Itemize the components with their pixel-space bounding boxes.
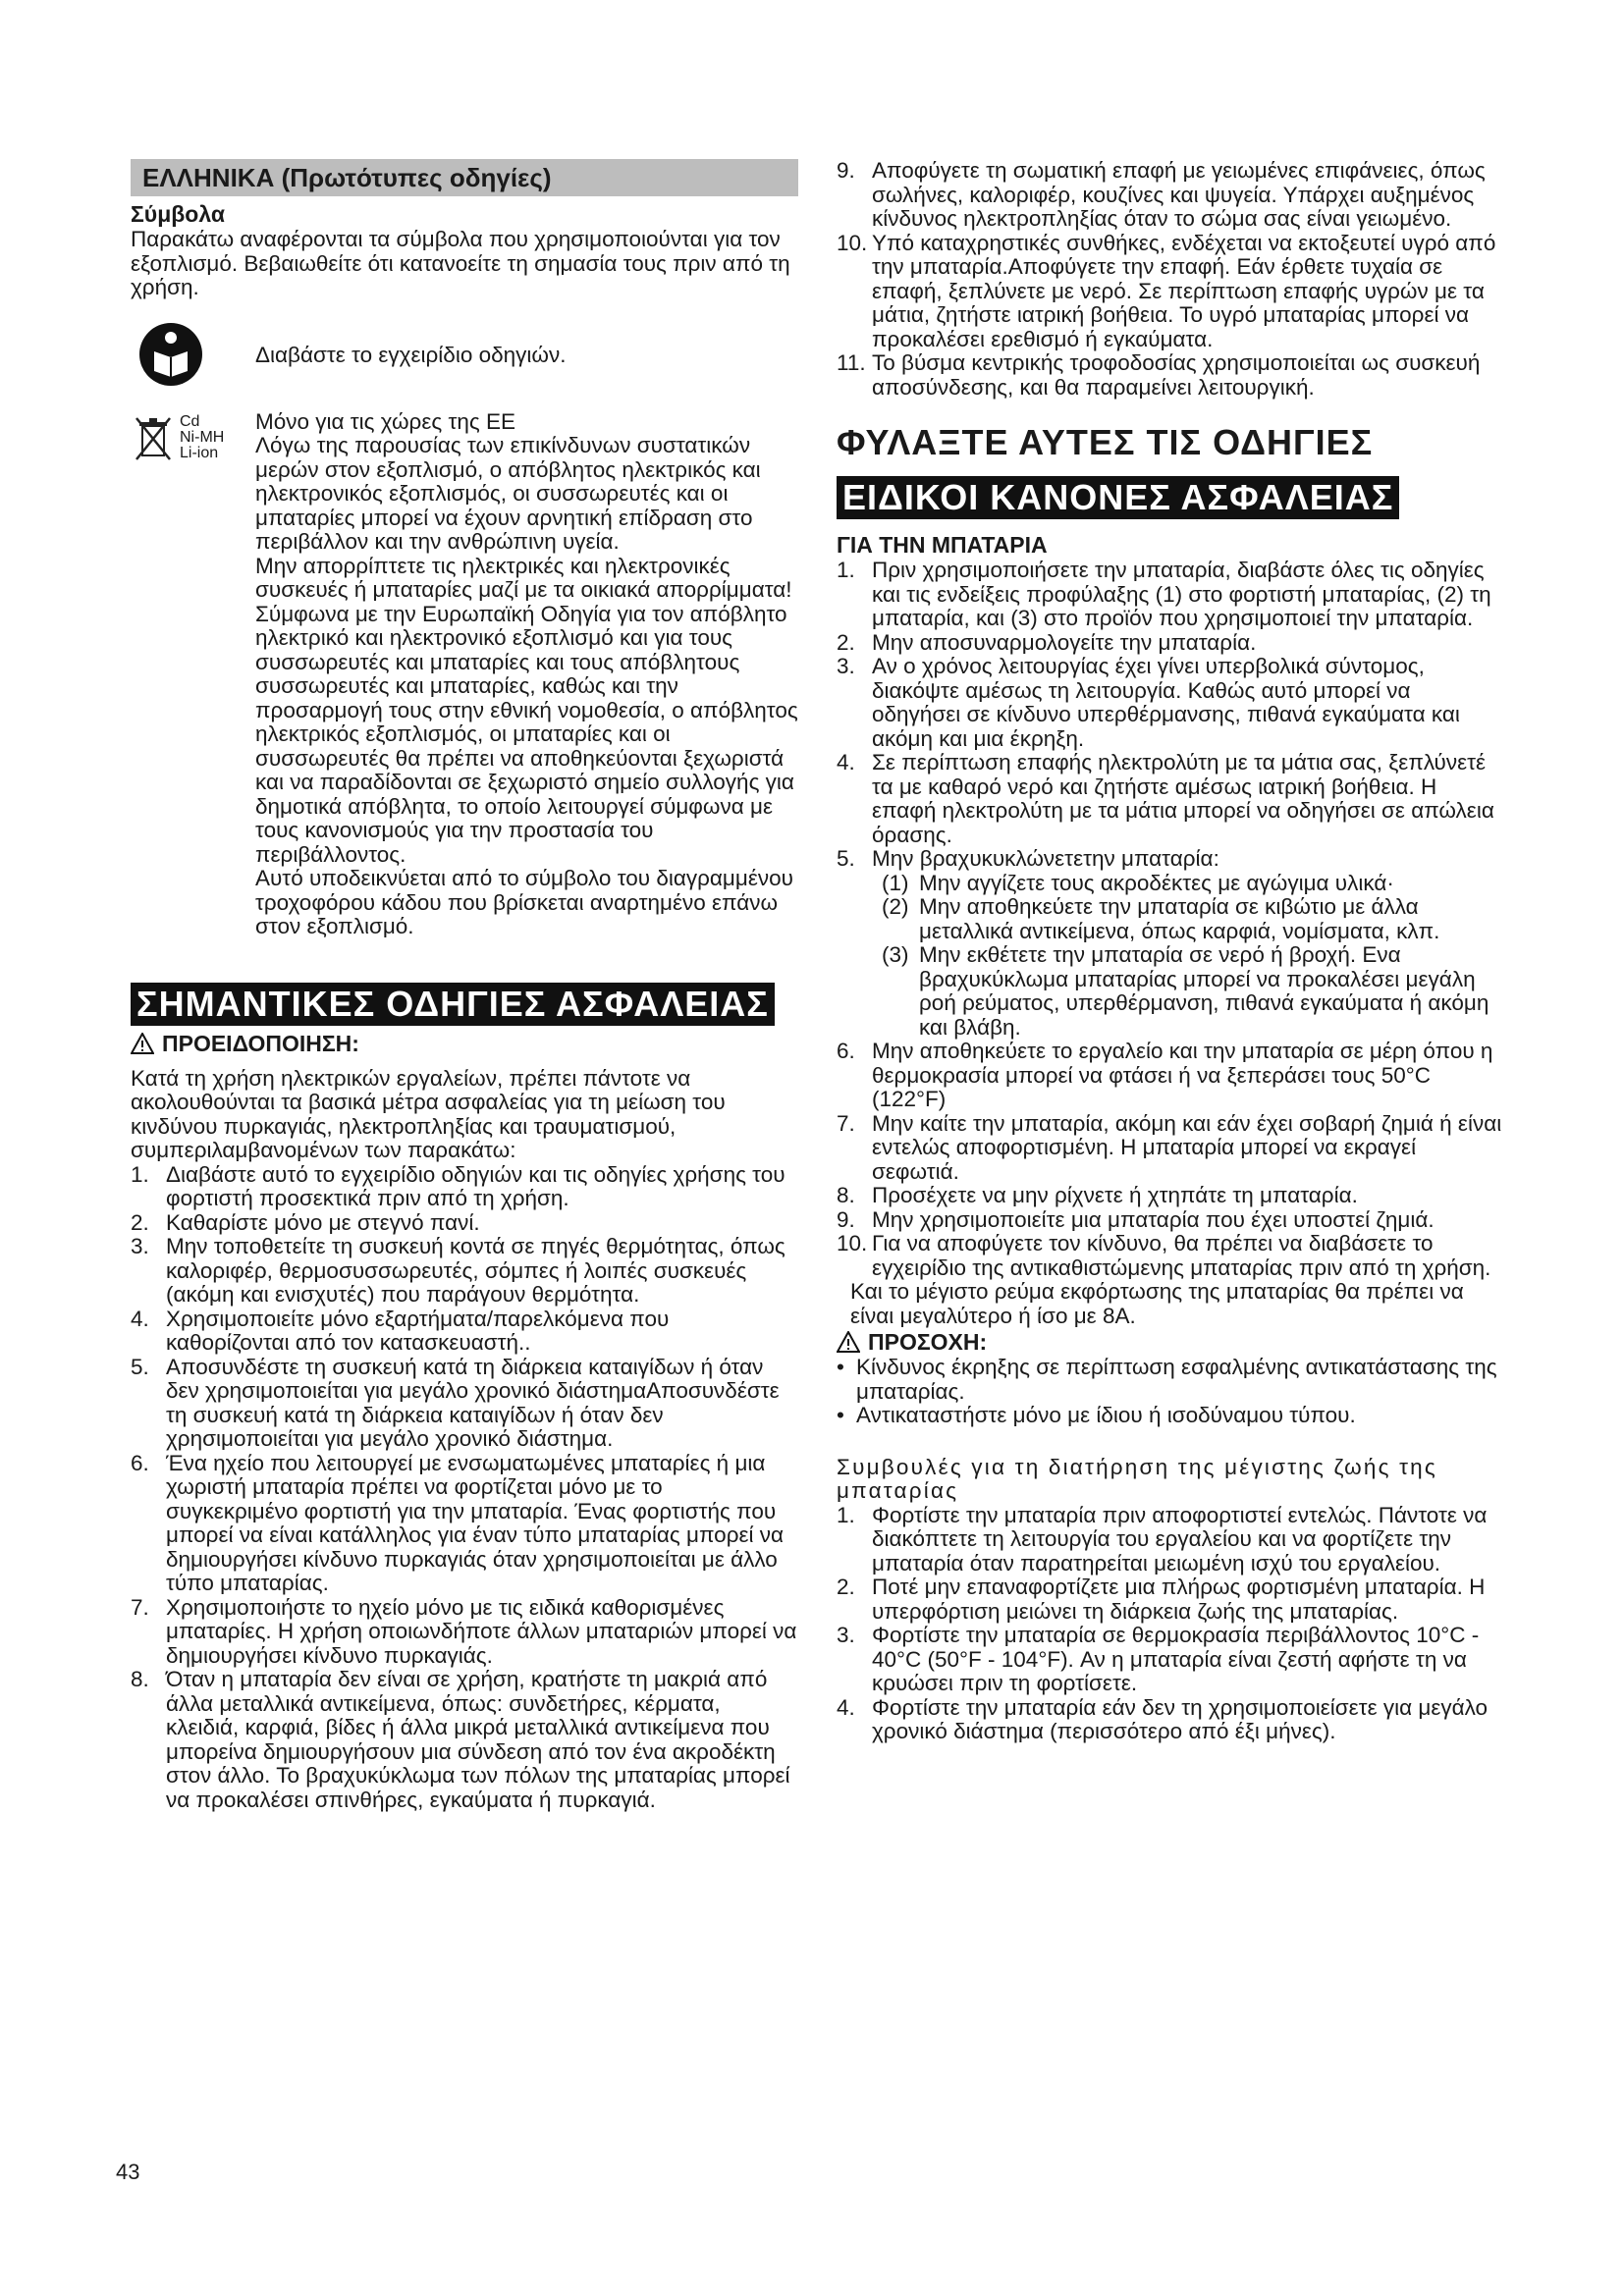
sub-item-number: (3) [882, 942, 909, 967]
language-header: ΕΛΛΗΝΙΚΑ (Πρωτότυπες οδηγίες) [131, 159, 798, 196]
safety-header: ΣΗΜΑΝΤΙΚΕΣ ΟΔΗΓΙΕΣ ΑΣΦΑΛΕΙΑΣ [131, 983, 775, 1026]
left-column [131, 159, 798, 1812]
list-item [131, 1668, 798, 1812]
special-header-wrap [837, 476, 1504, 519]
item-text: Το βύσμα κεντρικής τροφοδοσίας χρησιμοποιείται ως συσκευή αποσύνδεσης, και θα παραμείνει λειτουργική. [872, 350, 1481, 400]
item-text: Σε περίπτωση επαφής ηλεκτρολύτη με τα μάτια σας, ξεπλύνετέ τα με καθαρό νερό και ζητήστε αμέσως ιατρική βοήθεια. Η επαφή ηλεκτρολύτη με τα μάτια μπορεί να οδηγήσει σε απώλεια όρασης. [872, 750, 1494, 847]
list-item [837, 847, 1504, 1040]
battery-title: ΓΙΑ ΤΗΝ ΜΠΑΤΑΡΙΑ [837, 532, 1048, 558]
sub-item-number: (2) [882, 894, 909, 919]
bullet-item [837, 1356, 1504, 1404]
caution-label: ΠΡΟΣΟΧΗ: [868, 1329, 988, 1355]
list-item [837, 1575, 1504, 1624]
page-number: 43 [116, 2160, 140, 2184]
sub-item-number: (1) [882, 870, 909, 895]
item-number: 6. [837, 1039, 855, 1063]
list-item [131, 1235, 798, 1308]
item-number: 8. [131, 1667, 149, 1691]
symbols-intro: Παρακάτω αναφέρονται τα σύμβολα που χρησιμοποιούνται για τον εξοπλισμό. Βεβαιωθείτε ότι κατανοείτε τη σημασία τους πριν από τη χρήση. [131, 227, 790, 299]
item-text: Όταν η μπαταρία δεν είναι σε χρήση, κρατήστε τη μακριά από άλλα μεταλλικά αντικείμενα, όπως: συνδετήρες, κέρματα, κλειδιά, καρφιά, βίδες ή άλλα μικρά μεταλλικά αντικείμενα που μπορείνα δημιουργήσουν μια σύνδεση από τον ένα ακροδέκτη στον άλλο. Το βραχυκύκλωμα των πόλων της μπαταρίας μπορεί να προκαλέσει σπινθήρες, εγκαύματα ή πυρκαγιά. [166, 1667, 790, 1812]
item-text: Χρησιμοποιήστε το ηχείο μόνο με τις ειδικά καθορισμένες μπαταρίες. Η χρήση οποιωνδήποτε άλλων μπαταριών μπορεί να δημιουργήσει κίνδυνο πυρκαγιάς. [166, 1594, 797, 1668]
special-rules-header: ΕΙΔΙΚΟΙ ΚΑΝΟΝΕΣ ΑΣΦΑΛΕΙΑΣ [837, 476, 1399, 519]
safety-header-wrap [131, 983, 798, 1026]
item-text: Μην τοποθετείτε τη συσκευή κοντά σε πηγές θερμότητας, όπως καλοριφέρ, θερμοσυσσωρευτές, σόμπες ή λοιπές συσκευές (ακόμη και ενισχυτές) που παράγουν θερμότητα. [166, 1234, 785, 1307]
list-item [837, 1232, 1504, 1280]
item-text: Φορτίστε την μπαταρία πριν αποφορτιστεί εντελώς. Πάντοτε να διακόπτετε τη λειτουργία του εργαλείου και να φορτίζετε την μπαταρία όταν παρατηρείται μειωμένη ισχύ του εργαλείου. [872, 1502, 1488, 1575]
sub-item [872, 943, 1504, 1040]
bullet-text: Αντικαταστήστε μόνο με ίδιου ή ισοδύναμου τύπου. [856, 1403, 1356, 1427]
tips-list [837, 1504, 1504, 1744]
item-text: Μην αποθηκεύετε το εργαλείο και την μπαταρία σε μέρη όπου η θερμοκρασία μπορεί να φτάσει ή να ξεπεράσει τους 50°C (122°F) [872, 1039, 1493, 1111]
list-item [131, 1308, 798, 1356]
item-text: Μην καίτε την μπαταρία, ακόμη και εάν έχει σοβαρή ζημιά ή είναι εντελώς αποφορτισμένη. Η μπαταρία μπορεί να εκραγεί σεφωτιά. [872, 1110, 1502, 1184]
sub-item-text: Μην εκθέτετε την μπαταρία σε νερό ή βροχή. Ενα βραχυκύκλωμα μπαταρίας μπορεί να προκαλέσει μεγάλη ροή ρεύματος, υπερθέρμανση, πιθανά εγκαύματα ή ακόμη και βλάβη. [919, 942, 1489, 1040]
item-number: 1. [837, 1502, 855, 1527]
item-number: 2. [837, 1575, 855, 1599]
weee-text: Μόνο για τις χώρες της ΕΕ Λόγω της παρουσίας των επικίνδυνων συστατικών μερών στον εξοπλισμό, ο απόβλητος ηλεκτρικός και ηλεκτρονικός εξοπλισμός, οι συσσωρευτές και οι μπαταρίες μπορεί να έχουν αρνητική επίδραση στο περιβάλλον και την ανθρώπινη υγεία. Μην απορρίπτετε τις ηλεκτρικές και ηλεκτρονικές συσκευές ή μπαταρίες μαζί με τα οικιακά απορρίμματα! Σύμφωνα με την Ευρωπαϊκή Οδηγία για τον απόβλητο ηλεκτρικό και ηλεκτρονικό εξοπλισμό και για τους συσσωρευτές και μπαταρίες και τους απόβλητους συσσωρευτές και μπαταρίες, καθώς και την προσαρμογή τους στην εθνική νομοθεσία, ο απόβλητος ηλεκτρικός εξοπλισμός, οι μπαταρίες και οι συσσωρευτές θα πρέπει να αποθηκεύονται ξεχωριστά και να παραδίδονται σε ξεχωριστό σημείο συλλογής για δημοτικά απόβλητα, το οποίο λειτουργεί σύμφωνα με τους κανονισμούς για την προστασία του περιβάλλοντος. Αυτό υποδεικνύεται από το σύμβολο του διαγραμμένου τροχοφόρου κάδου που βρίσκεται αναρτημένο επάνω στον εξοπλισμό. [255, 408, 798, 938]
list-item [837, 1208, 1504, 1233]
item-number: 4. [131, 1306, 149, 1331]
read-manual-icon [138, 322, 203, 387]
list-item [837, 1040, 1504, 1112]
right-column [837, 159, 1504, 1744]
weee-row [131, 410, 798, 939]
sub-item-text: Μην αγγίζετε τους ακροδέκτες με αγώγιμα υλικά· [919, 870, 1394, 895]
item-text: Καθαρίστε μόνο με στεγνό πανί. [166, 1209, 480, 1235]
symbols-title: Σύμβολα [131, 201, 225, 227]
item-number: 5. [837, 846, 855, 871]
sub-item [872, 895, 1504, 943]
read-manual-text: Διαβάστε το εγχειρίδιο οδηγιών. [255, 342, 567, 367]
item-text: Για να αποφύγετε τον κίνδυνο, θα πρέπει να διαβάσετε το εγχειρίδιο της αντικαθιστώμενης μπαταρίας πριν από τη χρήση. [872, 1231, 1491, 1280]
item-number: 7. [837, 1110, 855, 1136]
list-item [837, 1184, 1504, 1208]
bin-label: Cd Ni-MH Li-ion [180, 412, 225, 461]
item-number: 1. [837, 558, 855, 582]
item-text: Μην χρησιμοποιείτε μια μπαταρία που έχει υποστεί ζημιά. [872, 1206, 1435, 1232]
battery-list [837, 559, 1504, 1280]
item-text: Ποτέ μην επαναφορτίζετε μια πλήρως φορτισμένη μπαταρία. Η υπερφόρτιση μειώνει τη διάρκεια ζωής της μπαταρίας. [872, 1575, 1486, 1624]
bullet: • [837, 1355, 844, 1379]
item-number: 1. [131, 1161, 149, 1187]
item-number: 8. [837, 1183, 855, 1207]
item-text: Ένα ηχείο που λειτουργεί με ενσωματωμένες μπαταρίες ή μια χωριστή μπαταρία πρέπει να φορτίζεται μόνο με το συγκεκριμένο φορτιστή για την μπαταρία. Ένας φορτιστής που μπορεί να είναι κατάλληλος για έναν τύπο μπαταρίας μπορεί να δημιουργήσει κίνδυνο πυρκαγιάς όταν χρησιμοποιείται με άλλο τύπο μπαταρίας. [166, 1450, 785, 1595]
read-manual-row [131, 322, 798, 402]
list-item [131, 1596, 798, 1669]
list-item [837, 351, 1504, 400]
item-text: Αποσυνδέστε τη συσκευή κατά τη διάρκεια καταιγίδων ή όταν δεν χρησιμοποιείται για μεγάλο χρονικό διάστημαΑποσυνδέστε τη συσκευή κατά τη διάρκεια καταιγίδων ή όταν δεν χρησιμοποιείται για μεγάλο χρονικό διάστημα. [166, 1354, 780, 1451]
item-number: 3. [837, 1623, 855, 1647]
safety-list-continued [837, 159, 1504, 400]
item-number: 3. [131, 1234, 149, 1258]
warning-icon [837, 1331, 860, 1353]
list-item [131, 1211, 798, 1236]
item-text: Υπό καταχρηστικές συνθήκες, ενδέχεται να εκτοξευτεί υγρό από την μπαταρία.Αποφύγετε την επαφή. Εάν έρθετε τυχαία σε επαφή, ξεπλύνετε με νερό. Σε περίπτωση επαφής υγρών με τα μάτια, ζητήστε ιατρική βοήθεια. Το υγρό μπαταρίας μπορεί να προκαλέσει ερεθισμό ή εγκαύματα. [872, 230, 1496, 351]
bullet: • [837, 1403, 844, 1427]
list-item [837, 232, 1504, 352]
item-text: Μην αποσυναρμολογείτε την μπαταρία. [872, 629, 1257, 655]
item-number: 10. [837, 1231, 868, 1255]
list-item [131, 1356, 798, 1452]
crossed-bin-icon [135, 414, 174, 463]
item-text: Φορτίστε την μπαταρία εάν δεν τη χρησιμοποιείσετε για μεγάλο χρονικό διάστημα (περισσότερο από έξι μήνες). [872, 1694, 1489, 1743]
item-text: Μην βραχυκυκλώνετετην μπαταρία: [872, 846, 1219, 871]
item-number: 10. [837, 230, 868, 255]
item-number: 9. [837, 158, 855, 183]
item-number: 3. [837, 654, 855, 678]
max-current-note: Και το μέγιστο ρεύμα εκφόρτωσης της μπαταρίας θα πρέπει να είναι μεγαλύτερο ή ίσο με 8Α. [850, 1279, 1464, 1328]
item-number: 11. [837, 350, 866, 375]
item-number: 6. [131, 1450, 149, 1475]
warning-intro: Κατά τη χρήση ηλεκτρικών εργαλείων, πρέπει πάντοτε να ακολουθούνται τα βασικά μέτρα ασφαλείας για τη μείωση του κινδύνου πυρκαγιάς, ηλεκτροπληξίας και τραυματισμού, συμπεριλαμβανομένων των παρακάτω: [131, 1065, 726, 1162]
list-item [837, 655, 1504, 751]
list-item [837, 1504, 1504, 1576]
tips-title: Συμβουλές για τη διατήρηση της μέγιστης ζωής της μπαταρίας [837, 1454, 1437, 1503]
item-number: 5. [131, 1354, 149, 1379]
warning-heading [131, 1030, 798, 1057]
list-item [837, 159, 1504, 232]
list-item [837, 1112, 1504, 1185]
list-item [837, 559, 1504, 631]
list-item [837, 1624, 1504, 1696]
list-item [837, 631, 1504, 656]
list-item [131, 1163, 798, 1211]
item-text: Προσέχετε να μην ρίχνετε ή χτηπάτε τη μπαταρία. [872, 1183, 1358, 1207]
item-number: 9. [837, 1206, 855, 1232]
bullet-text: Κίνδυνος έκρηξης σε περίπτωση εσφαλμένης αντικατάστασης της μπαταρίας. [856, 1355, 1497, 1404]
list-item [837, 751, 1504, 847]
sub-item [872, 872, 1504, 896]
keep-instructions-header: ΦΥΛΑΞΤΕ ΑΥΤΕΣ ΤΙΣ ΟΔΗΓΙΕΣ [837, 422, 1374, 462]
list-item [837, 1696, 1504, 1744]
caution-list [837, 1356, 1504, 1428]
item-text: Διαβάστε αυτό το εγχειρίδιο οδηγιών και τις οδηγίες χρήσης του φορτιστή προσεκτικά πριν από τη χρήση. [166, 1161, 785, 1210]
item-number: 7. [131, 1594, 149, 1620]
warning-icon [131, 1033, 154, 1054]
item-text: Φορτίστε την μπαταρία σε θερμοκρασία περιβάλλοντος 10°C - 40°C (50°F - 104°F). Αν η μπαταρία είναι ζεστή αφήστε τη να κρυώσει πριν τη φορτίσετε. [872, 1623, 1480, 1695]
item-number: 4. [837, 750, 855, 774]
item-number: 4. [837, 1694, 855, 1720]
sub-item-text: Μην αποθηκεύετε την μπαταρία σε κιβώτιο με άλλα μεταλλικά αντικείμενα, όπως καρφιά, νομίσματα, κλπ. [919, 894, 1440, 943]
item-number: 2. [837, 629, 855, 655]
list-item [131, 1452, 798, 1596]
safety-list [131, 1163, 798, 1813]
item-text: Αποφύγετε τη σωματική επαφή με γειωμένες επιφάνειες, όπως σωλήνες, καλοριφέρ, κουζίνες και ψυγεία. Υπάρχει αυξημένος κίνδυνος ηλεκτροπληξίας όταν το σώμα σας είναι γειωμένο. [872, 158, 1486, 231]
bullet-item [837, 1404, 1504, 1428]
item-text: Πριν χρησιμοποιήσετε την μπαταρία, διαβάστε όλες τις οδηγίες και τις ενδείξεις προφύλαξης (1) στο φορτιστή μπαταρίας, (2) τη μπαταρία, και (3) στο προϊόν που χρησιμοποιεί την μπαταρία. [872, 558, 1491, 630]
warning-label: ΠΡΟΕΙΔΟΠΟΙΗΣΗ: [162, 1030, 359, 1056]
item-text: Αν ο χρόνος λειτουργίας έχει γίνει υπερβολικά σύντομος, διακόψτε αμέσως τη λειτουργία. Καθώς αυτό μπορεί να οδηγήσει σε κίνδυνο υπερθέρμανσης, πιθανά εγκαύματα και ακόμη και μια έκρηξη. [872, 654, 1460, 751]
item-text: Χρησιμοποιείτε μόνο εξαρτήματα/παρελκόμενα που καθορίζονται από τον κατασκευαστή.. [166, 1306, 670, 1355]
short-circuit-sublist [872, 872, 1504, 1041]
caution-heading [837, 1328, 1504, 1356]
item-number: 2. [131, 1209, 149, 1235]
